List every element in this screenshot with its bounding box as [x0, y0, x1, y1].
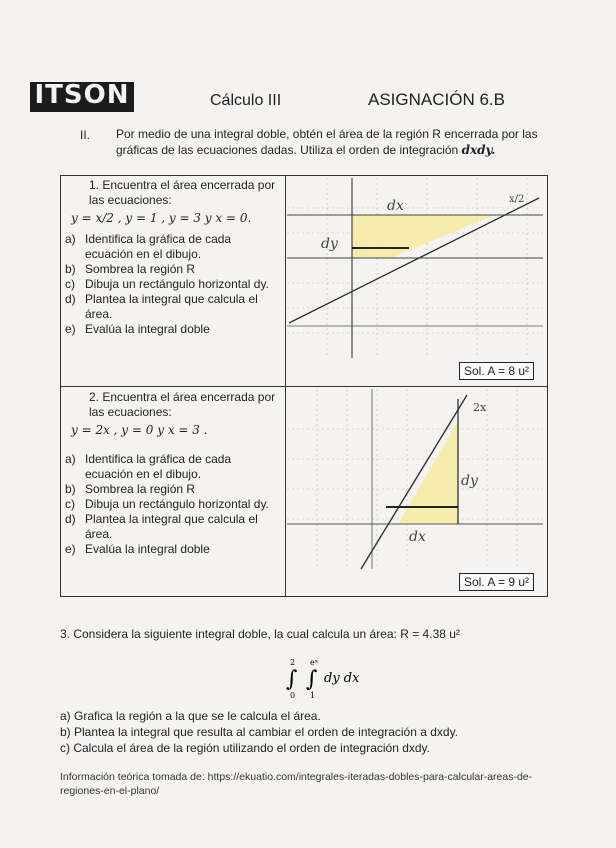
footer-reference: Información teórica tomada de: https://ekuatio.com/integrales-iteradas-dobles-para-calcular-areas-de-regiones-en-el-plano/: [60, 771, 533, 797]
problem2-steps: [65, 452, 281, 557]
step-text: Identifica la gráfica de cada ecuación en el dibujo.: [85, 232, 232, 261]
problem2-solution: Sol. A = 9 u²: [459, 573, 534, 591]
inner-lower-limit: 1: [310, 691, 316, 700]
integral-expression: [284, 656, 394, 700]
problem2-step: [65, 512, 281, 542]
problem2-title: 2. Encuentra el área encerrada por las ecuaciones:: [89, 390, 276, 419]
step-key: b): [65, 262, 76, 276]
column-divider: [285, 176, 286, 596]
step-text: Sombrea la región R: [85, 262, 196, 276]
outer-lower-limit: 0: [290, 691, 296, 700]
step-text: Plantea la integral que calcula el área.: [85, 292, 258, 321]
section-number: II.: [80, 128, 91, 142]
problem1-steps: [65, 232, 281, 337]
problem2-graph: [287, 389, 543, 569]
problem3-item: a) Grafica la región a la que se le calcula el área.: [60, 709, 321, 723]
step-key: d): [65, 292, 76, 306]
step-text: Sombrea la región R: [85, 482, 196, 496]
step-text: Dibuja un rectángulo horizontal dy.: [85, 277, 269, 291]
step-text: Evalúa la integral doble: [85, 542, 210, 556]
dx-label: dx: [409, 529, 426, 545]
logo-text: ITSON: [34, 80, 130, 110]
problem1-step: [65, 262, 281, 277]
region-r: [352, 215, 494, 258]
problem1-text: [65, 178, 281, 337]
problem1-step: [65, 277, 281, 292]
step-key: c): [65, 277, 75, 291]
step-key: b): [65, 482, 76, 496]
outer-integral-sign: ∫: [286, 667, 298, 692]
step-key: a): [65, 232, 76, 246]
problem3-statement: 3. Considera la siguiente integral doble, la cual calcula un área: R = 4.38 u²: [60, 627, 460, 641]
problem2-step: [65, 452, 281, 482]
problem3-item: b) Plantea la integral que resulta al cambiar el orden de integración a dxdy.: [60, 725, 459, 739]
step-text: Plantea la integral que calcula el área.: [85, 512, 258, 541]
integration-order: dxdy.: [461, 143, 496, 157]
problem1-step: [65, 232, 281, 262]
problem1-title: 1. Encuentra el área encerrada por las ecuaciones:: [89, 178, 276, 207]
problem2-step: [65, 482, 281, 497]
itson-logo: [30, 82, 134, 112]
step-key: c): [65, 497, 75, 511]
section-instruction: [116, 126, 556, 158]
step-text: Evalúa la integral doble: [85, 322, 210, 336]
step-key: e): [65, 542, 76, 556]
problem1-graph: [287, 178, 543, 358]
integrand: dy dx: [324, 671, 360, 686]
problem1-equations: y = x/2 , y = 1 , y = 3 y x = 0.: [71, 211, 252, 225]
problem2-text: [65, 390, 281, 557]
problems-table: [60, 175, 548, 597]
dy-label: dy: [461, 473, 478, 489]
problem3-integral: [284, 656, 394, 703]
inner-integral-sign: ∫: [306, 667, 318, 692]
course-title: Cálculo III: [210, 92, 282, 109]
problem1-solution: Sol. A = 8 u²: [459, 362, 534, 380]
problem3-item: c) Calcula el área de la región utilizando el orden de integración dxdy.: [60, 741, 431, 755]
inner-upper-limit: eˣ: [310, 658, 319, 667]
curve-label: x/2: [509, 194, 525, 205]
step-key: e): [65, 322, 76, 336]
dy-label: dy: [321, 236, 338, 252]
dx-label: dx: [387, 198, 404, 214]
curve-label: 2x: [473, 401, 487, 414]
step-key: d): [65, 512, 76, 526]
step-text: Dibuja un rectángulo horizontal dy.: [85, 497, 269, 511]
step-key: a): [65, 452, 76, 466]
assignment-title: ASIGNACIÓN 6.B: [368, 90, 505, 109]
row-divider: [61, 386, 547, 387]
problem3-items: [60, 708, 458, 756]
instruction-text: Por medio de una integral doble, obtén el área de la región R encerrada por las gráficas de las ecuaciones dadas. Utiliza el orden de integración: [116, 127, 538, 157]
problem1-step: [65, 292, 281, 322]
problem2-step: [65, 497, 281, 512]
problem2-step: [65, 542, 281, 557]
outer-upper-limit: 2: [290, 658, 296, 667]
problem1-step: [65, 322, 281, 337]
region-r: [398, 421, 458, 524]
problem2-equations: y = 2x , y = 0 y x = 3 .: [71, 423, 208, 437]
step-text: Identifica la gráfica de cada ecuación en el dibujo.: [85, 452, 232, 481]
